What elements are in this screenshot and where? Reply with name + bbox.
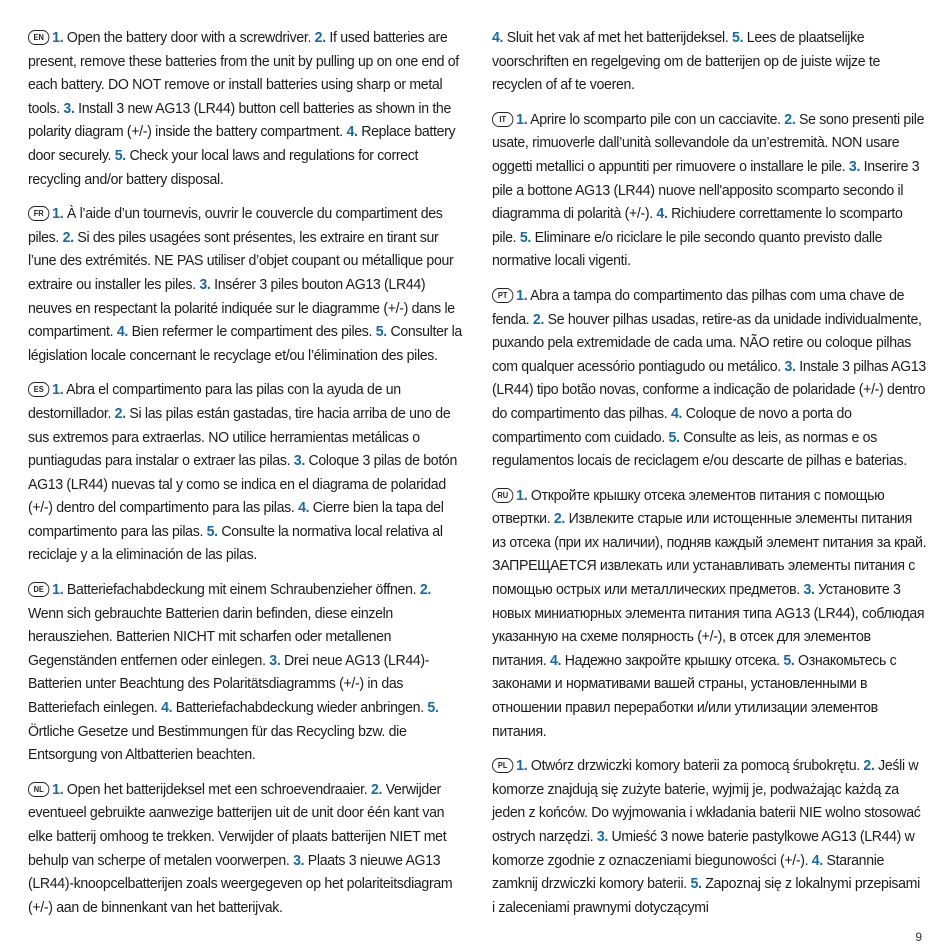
page-number: 9 <box>915 930 922 944</box>
step-text: Eliminare e/o riciclare le pile secondo quanto previsto dalle normative locali vigenti. <box>492 228 883 270</box>
language-badge-es: ES <box>28 382 49 397</box>
step-text: Coloque 3 pilas de botón AG13 (LR44) nuevas tal y como se indica en el diagrama de polaridad (+/-) dentro del compartimento para las pilas. <box>28 452 457 517</box>
step-text: Установите 3 новых миниатюрных элемента питания типа AG13 (LR44), соблюдая указанную на схеме полярность (+/-), в отсек для элементов питания. <box>492 581 925 669</box>
step-number: 5. <box>732 29 744 46</box>
language-badge-it: IT <box>492 112 513 127</box>
step-text: Jeśli w komorze znajdują się zużyte baterie, wyjmij je, podważając każdą za jeden z końców. Do wyjmowania i wkładania baterii NIE wolno stosować ostrych narzędzi. <box>492 757 921 845</box>
step-number: 5. <box>114 146 126 164</box>
step-number: 1. <box>516 486 528 504</box>
step-number: 4. <box>811 851 823 869</box>
step-number: 1. <box>52 29 64 46</box>
language-badge-de: DE <box>28 582 49 597</box>
step-number: 4. <box>161 699 173 717</box>
step-number: 2. <box>863 757 875 775</box>
step-text: Drei neue AG13 (LR44)-Batterien unter Beachtung des Polaritätsdiagramms (+/-) in das Batteriefach einlegen. <box>28 651 430 717</box>
step-number: 4. <box>656 205 668 223</box>
step-text: Si las pilas están gastadas, tire hacia arriba de uno de sus extremos para extraerlas. NO utilice herramientas metálicas o puntiagudas para instalar o extraer las pilas. <box>28 404 451 470</box>
language-badge-pl: PL <box>492 758 513 773</box>
step-text: Zapoznaj się z lokalnymi przepisami i zaleceniami prawnymi dotyczącymi <box>492 875 920 916</box>
step-number: 2. <box>62 228 74 246</box>
step-text: If used batteries are present, remove these batteries from the unit by pulling up on one end of each battery. DO NOT remove or install batteries using sharp or metal tools. <box>28 29 459 117</box>
step-text: Consulte la normativa local relativa al reciclaje y a la eliminación de las pilas. <box>28 522 443 564</box>
step-text: Consulte as leis, as normas e os regulamentos locais de reciclagem e/ou descarte de pilhas e baterias. <box>492 428 907 470</box>
language-badge-pt: PT <box>492 288 513 303</box>
step-number: 4. <box>346 123 358 141</box>
step-text: Consulter la législation locale concernant le recyclage et/ou l’élimination des piles. <box>28 323 462 364</box>
step-number: 1. <box>52 581 64 599</box>
step-text: Otwórz drzwiczki komory baterii za pomocą śrubokrętu. <box>527 757 864 775</box>
section-it <box>492 108 926 273</box>
step-text: Coloque de novo a porta do compartimento com cuidado. <box>492 404 852 446</box>
section-en <box>28 26 462 191</box>
step-text: Si des piles usagées sont présentes, les extraire en tirant sur l’une des extrémités. NE PAS utiliser d’objet coupant ou métallique pour extraire ou installer les piles. <box>28 228 454 293</box>
step-text: Abra a tampa do compartimento das pilhas com uma chave de fenda. <box>492 286 905 328</box>
step-number: 2. <box>114 404 126 422</box>
step-number: 3. <box>596 828 608 845</box>
step-text: Откройте крышку отсека элементов питания с помощью отвертки. <box>492 486 885 528</box>
section-nl <box>28 778 462 920</box>
step-text: Batteriefachabdeckung mit einem Schraubenzieher öffnen. <box>63 581 420 599</box>
step-text: Verwijder eventueel gebruikte aanwezige batterijen uit de unit door één kant van elke batterij omhoog te trekken. Verwijder of plaats batterijen NIET met behulp van scherpe of metalen voorwerpen. <box>28 780 447 869</box>
step-number: 5. <box>375 323 387 341</box>
step-text: Bien refermer le compartiment des piles. <box>127 323 376 341</box>
step-text: Install 3 new AG13 (LR44) button cell batteries as shown in the polarity diagram (+/-) inside the battery compartment. <box>28 99 451 141</box>
section-nl-continued <box>492 26 926 97</box>
step-text: Check your local laws and regulations for correct recycling and/or battery disposal. <box>28 146 419 188</box>
step-number: 1. <box>52 381 64 399</box>
step-number: 3. <box>784 357 796 375</box>
step-number: 2. <box>553 510 566 528</box>
step-number: 3. <box>269 651 281 669</box>
step-number: 4. <box>670 404 683 422</box>
step-number: 2. <box>314 29 326 46</box>
step-text: Richiudere correttamente lo scomparto pile. <box>492 205 903 246</box>
step-number: 5. <box>427 699 439 717</box>
step-text: Insérer 3 piles bouton AG13 (LR44) neuves en respectant la polarité indiquée sur le diagramme (+/-) dans le compartiment. <box>28 275 455 341</box>
left-column <box>28 26 462 930</box>
step-text: Abra el compartimento para las pilas con la ayuda de un destornillador. <box>28 381 401 422</box>
step-text: Lees de plaatselijke voorschriften en regelgeving om de batterijen op de juiste wijze te recyclen of af te voeren. <box>492 29 881 94</box>
step-number: 4. <box>492 29 504 46</box>
language-badge-nl: NL <box>28 782 49 797</box>
step-text: Надежно закройте крышку отсека. <box>561 651 784 669</box>
step-text: Cierre bien la tapa del compartimento para las pilas. <box>28 499 444 540</box>
step-number: 5. <box>519 228 532 246</box>
step-text: Извлеките старые или истощенные элементы питания из отсека (при их наличии), подняв каждый элемент питания за край. ЗАПРЕЩАЕТСЯ извлекать или устанавливать элементы питания с помощью острых или металлических предметов. <box>492 510 927 599</box>
section-fr <box>28 202 462 367</box>
step-text: Örtliche Gesetze und Bestimmungen für das Recycling bzw. die Entsorgung von Altbatterien beachten. <box>28 722 407 764</box>
step-text: Ознакомьтесь с законами и нормативами вашей страны, установленными в отношении правил переработки и/или утилизации элементов питания. <box>492 651 897 740</box>
step-text: Umieść 3 nowe baterie pastylkowe AG13 (LR44) w komorze zgodnie z oznaczeniami biegunowości (+/-). <box>492 828 915 869</box>
step-number: 2. <box>419 581 431 599</box>
step-number: 1. <box>52 205 64 223</box>
step-text: Inserire 3 pile a bottone AG13 (LR44) nuove nell'apposito scomparto secondo il diagramma di polarità (+/-). <box>492 157 920 223</box>
language-badge-ru: RU <box>492 488 513 503</box>
section-pt <box>492 284 926 473</box>
step-number: 5. <box>668 428 680 446</box>
step-text: Open the battery door with a screwdriver. <box>63 29 315 46</box>
step-number: 1. <box>516 110 528 128</box>
step-text: À l’aide d’un tournevis, ouvrir le couvercle du compartiment des piles. <box>28 205 443 246</box>
step-text: Open het batterijdeksel met een schroevendraaier. <box>63 780 371 798</box>
step-text: Batteriefachabdeckung wieder anbringen. <box>172 699 428 717</box>
step-number: 2. <box>370 780 383 798</box>
step-text: Plaats 3 nieuwe AG13 (LR44)-knoopcelbatterijen zoals weergegeven op het polariteitsdiagram (+/-) aan de binnenkant van het batterijvak. <box>28 851 453 916</box>
step-number: 3. <box>63 99 75 117</box>
section-es <box>28 378 462 567</box>
step-number: 1. <box>52 780 64 798</box>
language-badge-fr: FR <box>28 206 49 221</box>
step-number: 3. <box>803 581 815 599</box>
step-number: 5. <box>783 651 795 669</box>
step-text: Se sono presenti pile usate, rimuoverle dall’unità sollevandole da un’estremità. NON usare oggetti metallici o appuntiti per rimuovere o installare le pile. <box>492 110 925 175</box>
step-number: 2. <box>532 310 545 328</box>
step-text: Sluit het vak af met het batterijdeksel. <box>503 29 733 46</box>
step-number: 2. <box>784 110 796 128</box>
right-column <box>492 26 926 930</box>
step-number: 1. <box>516 757 528 775</box>
step-number: 4. <box>549 651 562 669</box>
step-text: Starannie zamknij drzwiczki komory baterii. <box>492 851 885 893</box>
step-text: Wenn sich gebrauchte Batterien darin befinden, diese einzeln herausziehen. Batterien NICHT mit scharfen oder metallenen Gegenständen entfernen oder einlegen. <box>28 604 393 669</box>
section-ru <box>492 484 926 744</box>
step-number: 1. <box>516 286 528 304</box>
step-text: Se houver pilhas usadas, retire-as da unidade individualmente, puxando pela extremidade de cada uma. NÃO retire ou coloque pilhas com qualquer acessório pontiagudo ou metálico. <box>492 310 922 375</box>
step-number: 3. <box>848 157 861 175</box>
step-number: 4. <box>116 323 128 341</box>
step-number: 3. <box>199 275 211 293</box>
step-number: 5. <box>206 522 218 540</box>
step-text: Replace battery door securely. <box>28 123 456 164</box>
language-badge-en: EN <box>28 30 49 45</box>
section-pl <box>492 754 926 919</box>
step-number: 3. <box>293 452 305 470</box>
step-number: 4. <box>298 499 310 517</box>
step-text: Aprire lo scomparto pile con un cacciavite. <box>527 110 785 128</box>
step-number: 5. <box>690 875 702 893</box>
step-text: Instale 3 pilhas AG13 (LR44) tipo botão novas, conforme a indicação de polaridade (+/-) dentro do compartimento das pilhas. <box>492 357 926 422</box>
section-de <box>28 578 462 767</box>
step-number: 3. <box>293 851 305 869</box>
